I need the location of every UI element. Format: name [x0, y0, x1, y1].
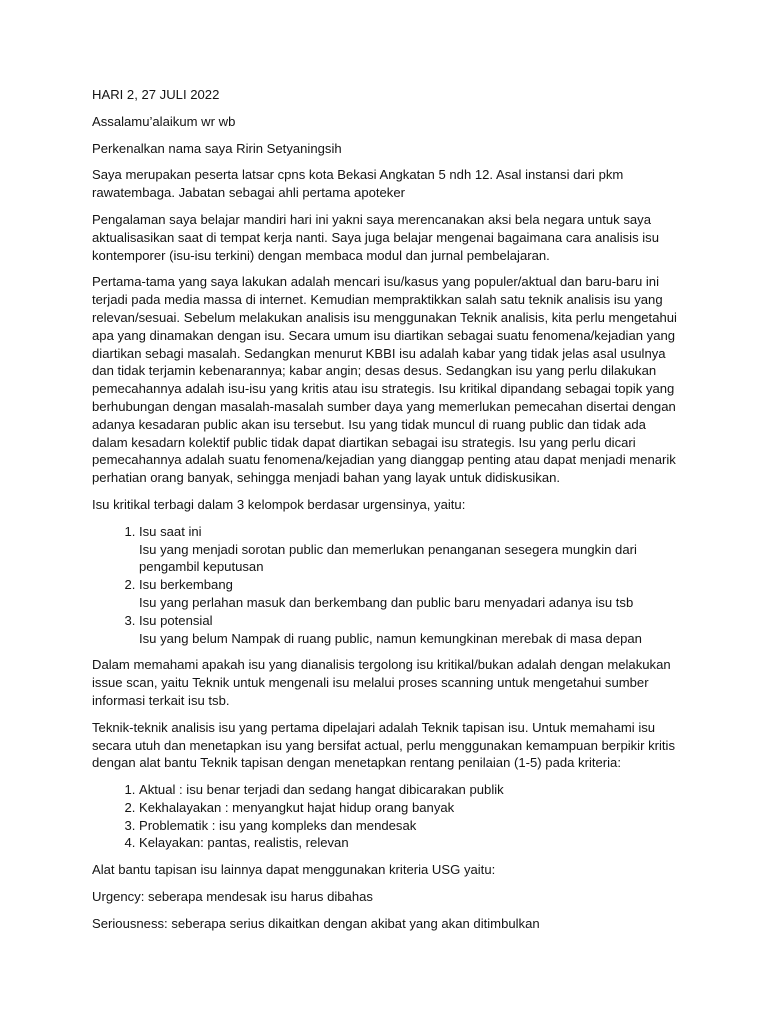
critical-groups-list	[92, 523, 678, 648]
criteria-list	[92, 781, 678, 852]
greeting: Assalamu’alaikum wr wb	[92, 113, 236, 129]
list-item	[139, 576, 678, 612]
list-item: 3. Problematik : isu yang kompleks dan mendesak	[139, 817, 678, 835]
list-item: 1. Aktual : isu benar terjadi dan sedang hangat dibicarakan publik	[139, 781, 678, 799]
critical-group-desc: Isu yang belum Nampak di ruang public, namun kemungkinan merebak di masa depan	[139, 630, 642, 646]
urgency-line: Urgency: seberapa mendesak isu harus dibahas	[92, 889, 373, 905]
paragraph-issue-scan: Dalam memahami apakah isu yang dianalisis tergolong isu kritikal/bukan adalah dengan melakukan issue scan, yaitu Teknik untuk mengenali isu melalui proses scanning untuk mengetahui sumber informasi terkait isu tsb.	[92, 657, 671, 708]
critical-group-title: Isu berkembang	[139, 577, 233, 593]
paragraph-experience: Pengalaman saya belajar mandiri hari ini yakni saya merencanakan aksi bela negara untuk saya aktualisasikan saat di tempat kerja nanti. Saya juga belajar mengenai bagaimana cara analisis isu kontemporer (isu-isu terkini) dengan membaca modul dan jurnal pembelajaran.	[92, 211, 660, 263]
seriousness-line: Seriousness: seberapa serius dikaitkan dengan akibat yang akan ditimbulkan	[92, 915, 540, 931]
paragraph-first-step: Pertama-tama yang saya lakukan adalah mencari isu/kasus yang populer/aktual dan baru-baru ini terjadi pada media massa di internet. Kemudian mempraktikkan salah satu teknik analisis isu yang relevan/sesuai. Sebelum melakukan analisis isu menggunakan Teknik analisis, kita perlu mengetahui apa yang dinamakan dengan isu. Secara umum isu diartikan sebagai suatu fenomena/kejadian yang diartikan sebagi masalah. Sedangkan menurut KBBI isu adalah kabar yang tidak jelas asal usulnya dan tidak terjamin kebenarannya; kabar angin; desas desus. Sedangkan isu yang perlu dilakukan pemecahannya adalah isu-isu yang kritis atau isu strategis. Isu kritikal dipandang sebagai topik yang berhubungan dengan masalah-masalah sumber daya yang memerlukan pemecahan disertai dengan adanya kesadaran public akan isu tersebut. Isu yang tidak muncul di ruang public dan tidak ada dalam kesadarn kolektif public tidak dapat diartikan sebagai isu strategis. Isu yang perlu dicari pemecahannya adalah suatu fenomena/kejadian yang dianggap penting atau dapat menjadi menarik perhatian orang banyak, sehingga menjadi bahan yang layak untuk didiskusikan.	[92, 274, 677, 486]
document-page	[92, 86, 678, 942]
paragraph-technique: Teknik-teknik analisis isu yang pertama dipelajari adalah Teknik tapisan isu. Untuk memahami isu secara utuh dan menetapkan isu yang bersifat actual, perlu menggunakan kemampuan berpikir kritis dengan alat bantu Teknik tapisan dengan menetapkan rentang penilaian (1-5) pada kriteria:	[92, 719, 676, 771]
list-item	[139, 612, 678, 648]
critical-group-desc: Isu yang perlahan masuk dan berkembang dan public baru menyadari adanya isu tsb	[139, 594, 634, 610]
date-heading: HARI 2, 27 JULI 2022	[92, 87, 220, 102]
list-item	[139, 523, 678, 576]
critical-group-desc: Isu yang menjadi sorotan public dan memerlukan penanganan sesegera mungkin dari pengambil keputusan	[139, 541, 637, 575]
critical-group-title: Isu saat ini	[139, 523, 202, 539]
intro-name: Perkenalkan nama saya Ririn Setyaningsih	[92, 140, 342, 156]
critical-intro: Isu kritikal terbagi dalam 3 kelompok berdasar urgensinya, yaitu:	[92, 496, 466, 512]
usg-intro: Alat bantu tapisan isu lainnya dapat menggunakan kriteria USG yaitu:	[92, 862, 496, 878]
intro-detail: Saya merupakan peserta latsar cpns kota Bekasi Angkatan 5 ndh 12. Asal instansi dari pkm rawatembaga. Jabatan sebagai ahli pertama apoteker	[92, 167, 624, 201]
list-item: 4. Kelayakan: pantas, realistis, relevan	[139, 834, 678, 852]
list-item: 2. Kekhalayakan : menyangkut hajat hidup orang banyak	[139, 799, 678, 817]
critical-group-title: Isu potensial	[139, 612, 213, 628]
